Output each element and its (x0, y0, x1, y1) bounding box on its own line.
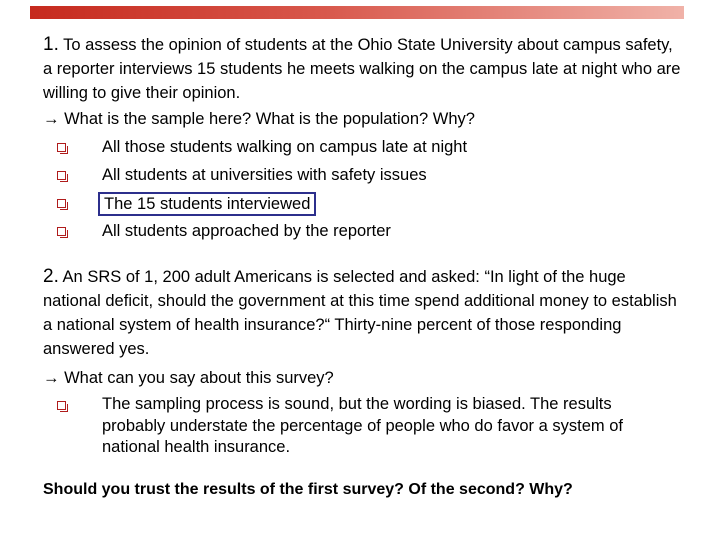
question-2-prompt (43, 366, 334, 390)
arrow-right-icon: → (43, 369, 60, 387)
question-1-body: To assess the opinion of students at the Ohio State University about campus safety, a reporter interviews 15 students he meets walking on the campus late at night who are willing to give their opinion. (43, 36, 681, 102)
final-question: Should you trust the results of the first survey? Of the second? Why? (43, 481, 573, 498)
question-2-number: 2. (43, 266, 59, 287)
arrow-right-icon: → (43, 110, 60, 128)
question-1-number: 1. (43, 34, 59, 55)
question-2-text (43, 265, 683, 361)
option-label-selected: The 15 students interviewed (98, 192, 316, 216)
checkbox-icon[interactable] (57, 171, 66, 180)
checkbox-icon[interactable] (57, 227, 66, 236)
option-label: All students approached by the reporter (102, 222, 391, 240)
question-2-prompt-text: What can you say about this survey? (64, 369, 334, 387)
checkbox-icon (57, 401, 66, 410)
question-1-prompt (43, 107, 475, 131)
checkbox-icon[interactable] (57, 199, 66, 208)
title-accent-bar (30, 6, 684, 19)
checkbox-icon[interactable] (57, 143, 66, 152)
answer-text: The sampling process is sound, but the wording is biased. The results probably understate the percentage of people who do favor a system of national health insurance. (102, 395, 623, 456)
question-2-body: An SRS of 1, 200 adult Americans is selected and asked: “In light of the huge national deficit, should the government at this time spend additional money to establish a national system of health insurance?“ Thirty-nine percent of those responding answered yes. (43, 268, 677, 358)
option-label: All students at universities with safety issues (102, 166, 427, 184)
question-1-text (43, 33, 683, 105)
option-label: All those students walking on campus late at night (102, 138, 468, 156)
question-1-prompt-text: What is the sample here? What is the population? Why? (64, 110, 475, 128)
